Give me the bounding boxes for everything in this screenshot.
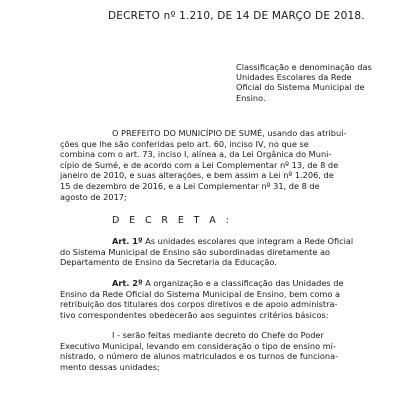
- inciso-1-line: I - serão feitas mediante decreto do Chefe do Poder: [112, 330, 324, 340]
- preamble-line: agosto de 2017;: [60, 191, 127, 202]
- preamble-line: O PREFEITO DO MUNICÍPIO DE SUMÉ, usando das atribui-: [112, 128, 347, 138]
- ementa-line: Unidades Escolares da Rede: [236, 72, 352, 83]
- inciso-1-line: mento dessas unidades;: [60, 361, 160, 372]
- ementa: [236, 62, 406, 103]
- article-1-first-line: [60, 236, 408, 247]
- preamble-line: combina com o art. 73, inciso I, alínea a, da Lei Orgânica do Muni-: [60, 149, 332, 160]
- preamble-line: 15 de dezembro de 2016, e a Lei Complementar nº 31, de 8 de: [60, 180, 320, 191]
- article-1-line: Departamento de Ensino da Secretaria da Educação.: [60, 257, 277, 268]
- preamble-line: ções que lhe são conferidas pelo art. 60, inciso IV, no que se: [60, 138, 309, 149]
- article-1-text: As unidades escolares que integram a Rede Oficial: [145, 236, 354, 246]
- decreta-heading: D E C R E T A :: [112, 215, 233, 226]
- inciso-1-line: nistrado, o número de alunos matriculados e os turnos de funciona-: [60, 351, 339, 362]
- article-2-line: retribuição dos titulares dos corpos diretivos e de apoio administra-: [60, 299, 338, 310]
- article-1: [60, 236, 408, 268]
- preamble-line: janeiro de 2010, e suas alterações, e bem assim a Lei nº 1.206, de: [60, 170, 334, 181]
- article-1-line: do Sistema Municipal de Ensino são subordinadas diretamente ao: [60, 246, 331, 257]
- preamble-line: cípio de Sumé, e de acordo com a Lei Complementar nº 13, de 8 de: [60, 159, 339, 170]
- preamble: [60, 128, 408, 202]
- article-2-line: Ensino da Rede Oficial do Sistema Municipal de Ensino, bem como a: [60, 288, 341, 299]
- ementa-line: Oficial do Sistema Municipal de: [236, 82, 365, 93]
- article-2-first-line: [60, 278, 408, 289]
- article-2-line: tivo correspondentes obedecerão aos seguintes critérios básicos:: [60, 309, 329, 320]
- inciso-1: [60, 330, 408, 372]
- ementa-line: Ensino.: [236, 92, 266, 103]
- decree-title: DECRETO nº 1.210, DE 14 DE MARÇO DE 2018.: [108, 10, 365, 22]
- article-2-text: A organização e a classificação das Unidades de: [145, 278, 344, 288]
- inciso-1-line: Executivo Municipal, levando em consideração o tipo de ensino mi-: [60, 340, 336, 351]
- article-2: [60, 278, 408, 320]
- ementa-line: Classificação e denominação das: [236, 62, 372, 72]
- article-2-label: Art. 2º: [112, 278, 143, 288]
- article-1-label: Art. 1º: [112, 236, 143, 246]
